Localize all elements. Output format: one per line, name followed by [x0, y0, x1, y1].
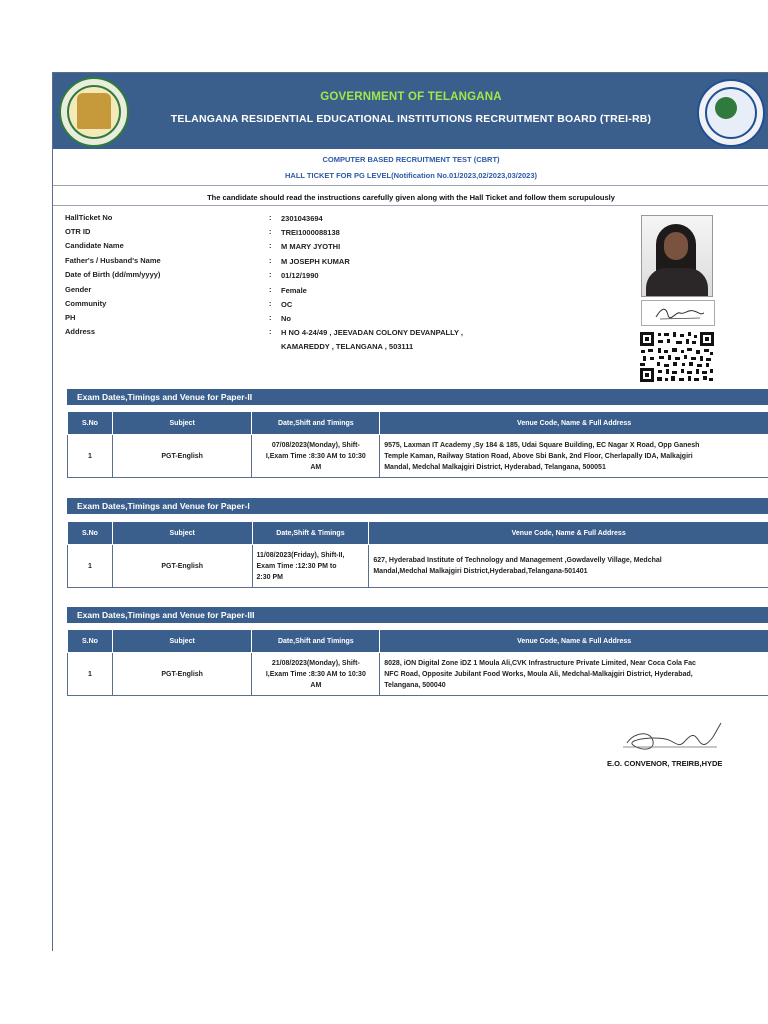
divider: [53, 205, 768, 206]
cell-sno: 1: [68, 435, 113, 478]
cell-venue: [369, 545, 768, 588]
cell-subject: PGT-English: [112, 545, 252, 588]
detail-label: Community: [65, 299, 107, 308]
table-header-row: [68, 412, 768, 435]
column-header: Subject: [112, 630, 252, 653]
table-row: [68, 653, 768, 696]
date-line: 11/08/2023(Friday), Shift-II,: [256, 551, 345, 559]
cell-sno: 1: [68, 545, 113, 588]
detail-label: OTR ID: [65, 227, 91, 236]
detail-row-otr: [65, 227, 545, 241]
column-header: Date,Shift and Timings: [252, 630, 380, 653]
column-header: Subject: [112, 412, 252, 435]
detail-row-address: [65, 327, 545, 355]
treirb-seal-icon: [697, 79, 765, 147]
date-line: AM: [310, 681, 322, 689]
cell-date-shift: [252, 653, 380, 696]
column-header: S.No: [68, 412, 113, 435]
detail-colon: :: [269, 241, 272, 250]
detail-value: M JOSEPH KUMAR: [281, 257, 350, 266]
section-title-paper-2: Exam Dates,Timings and Venue for Paper-II: [67, 389, 768, 405]
detail-label: PH: [65, 313, 76, 322]
candidate-signature: [641, 300, 715, 326]
date-line: I,Exam Time :8:30 AM to 10:30: [265, 670, 366, 678]
test-title: COMPUTER BASED RECRUITMENT TEST (CBRT): [322, 155, 500, 164]
detail-row-dob: [65, 270, 545, 284]
exam-table-paper-3: [67, 629, 768, 696]
address-line-1: H NO 4-24/49 , JEEVADAN COLONY DEVANPALLY ,: [281, 328, 463, 337]
divider: [53, 185, 768, 186]
venue-line: Temple Kaman, Railway Station Road, Above Sbi Bank, 2nd Floor, Cherlapally IDA, Malkajgiri: [384, 452, 693, 460]
government-title: GOVERNMENT OF TELANGANA: [320, 91, 502, 103]
detail-label: Father's / Husband's Name: [65, 256, 161, 265]
date-line: AM: [310, 463, 322, 471]
cell-date-shift: [252, 545, 369, 588]
cell-subject: PGT-English: [112, 435, 252, 478]
detail-colon: :: [269, 270, 272, 279]
header-banner: [53, 73, 768, 149]
section-title-paper-3: Exam Dates,Timings and Venue for Paper-III: [67, 607, 768, 623]
venue-line: 627, Hyderabad Institute of Technology and Management ,Gowdavelly Village, Medchal: [373, 557, 662, 564]
detail-colon: :: [269, 313, 272, 322]
detail-row-gender: [65, 285, 545, 299]
detail-row-father: [65, 256, 545, 270]
venue-line: Telangana, 500040: [384, 681, 446, 689]
section-title-paper-1: Exam Dates,Timings and Venue for Paper-I: [67, 498, 768, 514]
detail-row-name: [65, 241, 545, 255]
detail-row-ph: [65, 313, 545, 327]
convenor-title: E.O. CONVENOR, TREIRB,HYDE: [607, 759, 723, 768]
address-line-2: KAMAREDDY , TELANGANA , 503111: [281, 342, 414, 351]
date-line: I,Exam Time :8:30 AM to 10:30: [265, 452, 366, 460]
detail-value: No: [281, 314, 291, 323]
candidate-photo: [641, 215, 713, 297]
detail-value: [281, 327, 531, 353]
detail-colon: :: [269, 213, 272, 222]
column-header: Venue Code, Name & Full Address: [380, 630, 768, 653]
table-row: [68, 545, 768, 588]
detail-row-community: [65, 299, 545, 313]
detail-value: 2301043694: [281, 214, 323, 223]
detail-label: HallTicket No: [65, 213, 113, 222]
detail-colon: :: [269, 227, 272, 236]
detail-colon: :: [269, 285, 272, 294]
cell-venue: [380, 653, 768, 696]
detail-value: M MARY JYOTHI: [281, 242, 341, 251]
detail-value: Female: [281, 286, 307, 295]
column-header: Date,Shift and Timings: [252, 412, 380, 435]
detail-colon: :: [269, 299, 272, 308]
venue-line: Mandal, Medchal Malkajgiri District, Hyderabad, Telangana, 500051: [384, 463, 606, 471]
date-line: 07/08/2023(Monday), Shift-: [271, 441, 360, 449]
date-line: 2:30 PM: [256, 573, 283, 581]
hall-ticket-title: HALL TICKET FOR PG LEVEL(Notification No.01/2023,02/2023,03/2023): [284, 171, 538, 180]
convenor-signature: [621, 721, 731, 762]
date-line: Exam Time :12:30 PM to: [256, 562, 337, 570]
instructions-note: The candidate should read the instructions carefully given along with the Hall Ticket and follow them scrupulously: [207, 193, 615, 202]
column-header: Date,Shift & Timings: [252, 522, 369, 545]
table-header-row: [68, 522, 768, 545]
detail-value: TREI1000088138: [281, 228, 340, 237]
cell-sno: 1: [68, 653, 113, 696]
detail-label: Address: [65, 327, 96, 336]
telangana-emblem-icon: [59, 77, 129, 147]
column-header: Subject: [112, 522, 252, 545]
column-header: S.No: [68, 522, 113, 545]
date-line: 21/08/2023(Monday), Shift-: [271, 659, 360, 667]
column-header: Venue Code, Name & Full Address: [380, 412, 768, 435]
board-title: TELANGANA RESIDENTIAL EDUCATIONAL INSTITUTIONS RECRUITMENT BOARD (TREI-RB): [170, 113, 652, 125]
detail-colon: :: [269, 327, 272, 336]
detail-label: Date of Birth (dd/mm/yyyy): [65, 270, 161, 279]
venue-line: 8028, iON Digital Zone iDZ 1 Moula Ali,CVK Infrastructure Private Limited, Near Coca Cola Fac: [384, 659, 696, 667]
detail-row-hallticket: [65, 213, 545, 227]
detail-value: 01/12/1990: [281, 271, 319, 280]
venue-line: Mandal,Medchal Malkajgiri District,Hyderabad,Telangana-501401: [373, 568, 588, 575]
cell-date-shift: [252, 435, 380, 478]
detail-colon: :: [269, 256, 272, 265]
detail-label: Candidate Name: [65, 241, 124, 250]
detail-value: OC: [281, 300, 293, 309]
hall-ticket-sheet: [52, 72, 768, 951]
venue-line: NFC Road, Opposite Jubilant Food Works, Moula Ali, Medchal-Malkajgiri District, Hyderabad,: [384, 670, 693, 678]
column-header: Venue Code, Name & Full Address: [369, 522, 768, 545]
venue-line: 9575, Laxman IT Academy ,Sy 184 & 185, Udai Square Building, EC Nagar X Road, Opp Ganesh: [384, 441, 700, 449]
exam-table-paper-1: [67, 521, 768, 588]
table-header-row: [68, 630, 768, 653]
cell-subject: PGT-English: [112, 653, 252, 696]
exam-table-paper-2: [67, 411, 768, 478]
table-row: [68, 435, 768, 478]
qr-code-icon: [639, 331, 715, 383]
detail-label: Gender: [65, 285, 92, 294]
column-header: S.No: [68, 630, 113, 653]
cell-venue: [380, 435, 768, 478]
